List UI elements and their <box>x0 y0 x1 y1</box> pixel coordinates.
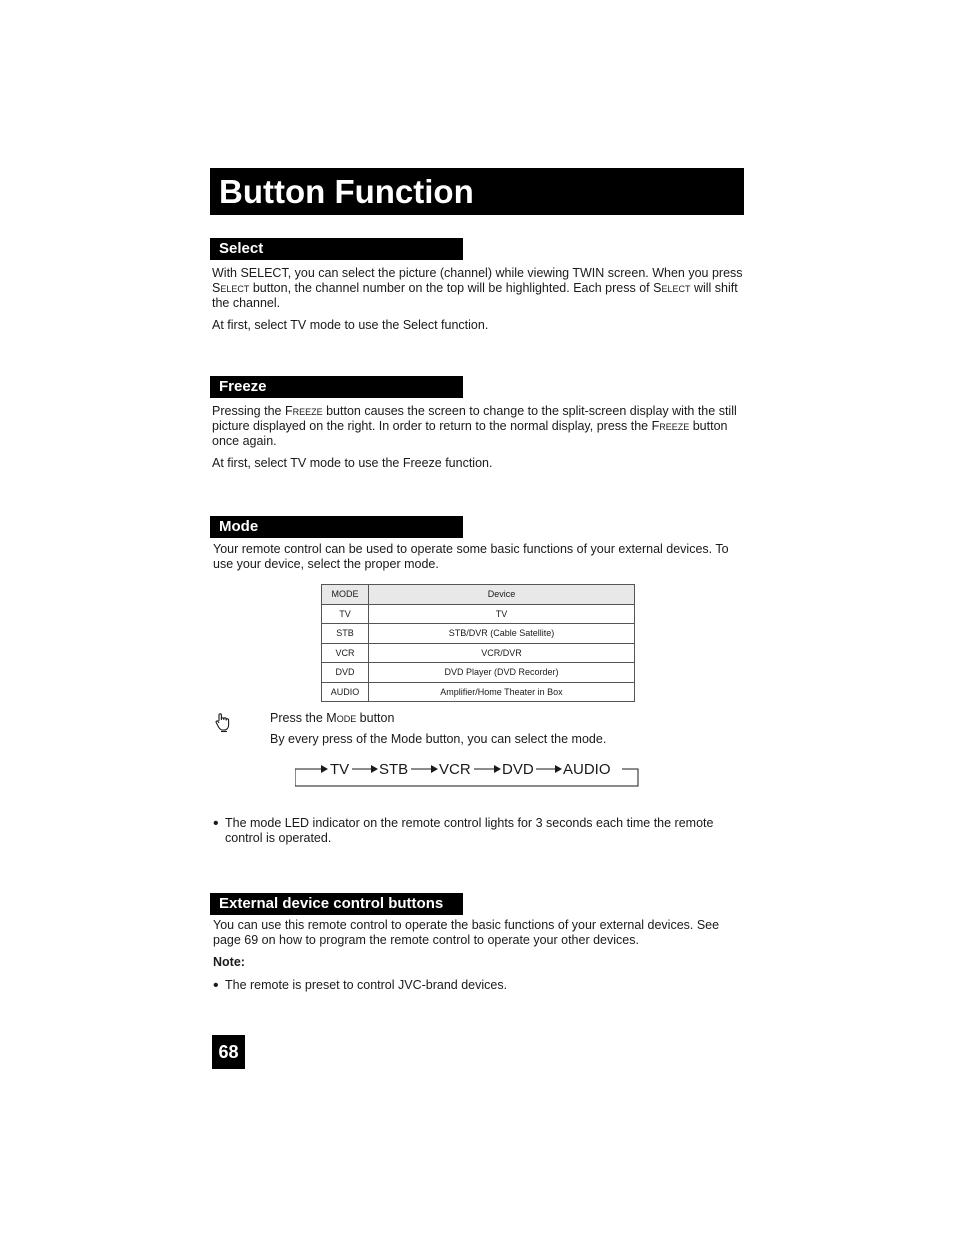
mode-cycle-note: By every press of the Mode button, you can select the mode. <box>270 732 607 746</box>
freeze-body <box>212 404 748 471</box>
table-header-row <box>322 585 635 605</box>
press-mode-text: Press the Mode button <box>270 711 395 725</box>
page-title-bar <box>210 168 744 215</box>
select-body <box>212 266 744 333</box>
freeze-note: At first, select TV mode to use the Freeze function. <box>212 456 493 470</box>
select-paragraph: With SELECT, you can select the picture (channel) while viewing TWIN screen. When you press Select button, the channel number on the top will be highlighted. Each press of Select will shift the channel. <box>212 266 743 310</box>
external-paragraph: You can use this remote control to operate the basic functions of your external devices. See page 69 on how to program the remote control to operate your other devices. <box>213 918 720 947</box>
bullet-icon: • <box>213 977 219 994</box>
table-header-cell: MODE <box>322 585 369 605</box>
arrow-head-icon <box>321 765 328 773</box>
freeze-paragraph: Pressing the Freeze button causes the screen to change to the split-screen display with the still picture displayed on the right. In order to return to the normal display, press the Freeze button once again. <box>212 404 737 448</box>
table-cell: DVD <box>322 663 369 683</box>
table-header-cell: Device <box>369 585 635 605</box>
section-header-freeze <box>210 376 463 398</box>
page-title: Button Function <box>219 173 474 210</box>
table-cell: TV <box>322 604 369 624</box>
page-number: 68 <box>212 1035 245 1069</box>
section-header-external <box>210 893 463 915</box>
external-note-block <box>225 978 725 993</box>
flow-label: STB <box>379 761 409 778</box>
table-row <box>322 643 635 663</box>
select-note: At first, select TV mode to use the Select function. <box>212 318 489 332</box>
flow-label: VCR <box>439 761 471 778</box>
press-mode-block <box>270 711 690 747</box>
section-title-select: Select <box>219 240 264 257</box>
table-cell: DVD Player (DVD Recorder) <box>369 663 635 683</box>
bullet-icon: • <box>213 815 219 832</box>
table-cell: STB/DVR (Cable Satellite) <box>369 624 635 644</box>
section-title-external: External device control buttons <box>219 895 444 912</box>
arrow-head-icon <box>371 765 378 773</box>
table-cell: VCR/DVR <box>369 643 635 663</box>
external-body <box>213 918 743 970</box>
mode-table <box>321 584 635 702</box>
flow-label: DVD <box>502 761 534 778</box>
table-cell: VCR <box>322 643 369 663</box>
arrow-head-icon <box>494 765 501 773</box>
table-row <box>322 663 635 683</box>
table-cell: AUDIO <box>322 682 369 702</box>
mode-cycle-diagram <box>295 758 639 788</box>
section-header-select <box>210 238 463 260</box>
section-title-mode: Mode <box>219 518 259 535</box>
mode-intro-block <box>213 542 745 572</box>
flow-label: AUDIO <box>563 761 611 778</box>
section-header-mode <box>210 516 463 538</box>
external-note: The remote is preset to control JVC-brand devices. <box>225 978 508 992</box>
note-label: Note: <box>213 955 245 969</box>
table-cell: Amplifier/Home Theater in Box <box>369 682 635 702</box>
table-row <box>322 624 635 644</box>
hand-press-icon <box>213 711 237 735</box>
section-title-freeze: Freeze <box>219 378 267 395</box>
table-row <box>322 604 635 624</box>
mode-led-note-block <box>225 816 730 846</box>
mode-intro: Your remote control can be used to operate some basic functions of your external devices. To use your device, select the proper mode. <box>213 542 729 571</box>
table-row <box>322 682 635 702</box>
table-cell: STB <box>322 624 369 644</box>
arrow-head-icon <box>555 765 562 773</box>
table-cell: TV <box>369 604 635 624</box>
arrow-head-icon <box>431 765 438 773</box>
flow-label: TV <box>330 761 350 778</box>
mode-led-note: The mode LED indicator on the remote control lights for 3 seconds each time the remote control is operated. <box>225 816 714 845</box>
